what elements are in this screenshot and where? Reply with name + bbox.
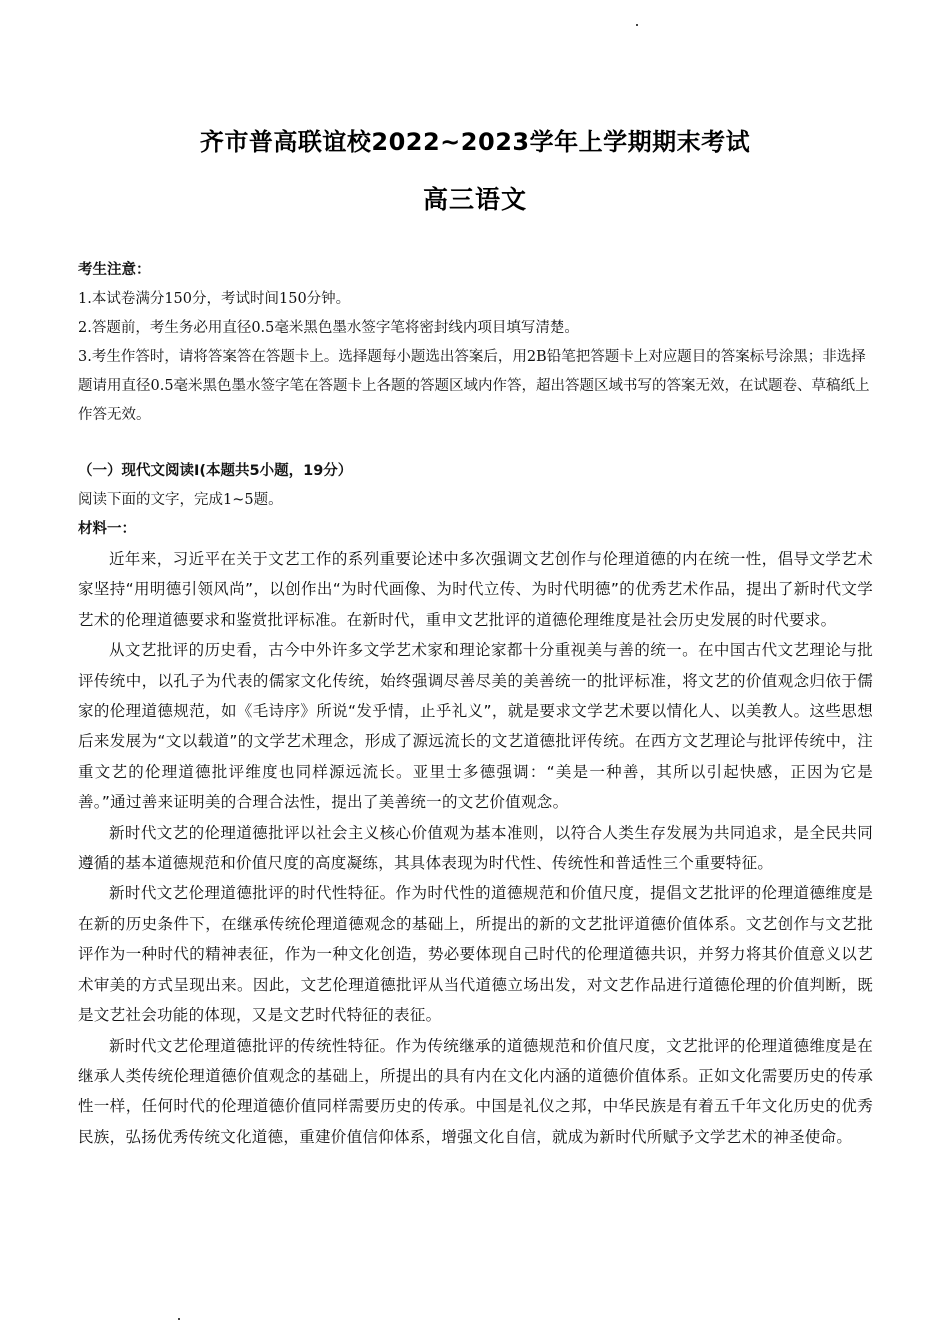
- notice-heading: 考生注意：: [78, 262, 151, 278]
- material-text: [78, 544, 873, 1152]
- notice-item: 1.本试卷满分150分，考试时间150分钟。: [78, 291, 351, 307]
- exam-notice: [78, 256, 878, 430]
- section-instruction: 阅读下面的文字，完成1~5题。: [78, 492, 283, 508]
- exam-subtitle: 高三语文: [422, 185, 527, 214]
- section-title: （一）现代文阅读Ⅰ(本题共5小题，19分）: [78, 463, 353, 479]
- notice-item: 3.考生作答时，请将答案答在答题卡上。选择题每小题选出答案后，用2B铅笔把答题卡上对应题目的答案标号涂黑；非选择题请用直径0.5毫米黑色墨水签字笔在答题卡上各题的答题区域内作答，超出答题区域书写的答案无效，在试题卷、草稿纸上作答无效。: [78, 349, 870, 423]
- reading-section: [78, 457, 873, 1152]
- paragraph: 新时代文艺伦理道德批评的传统性特征。作为传统继承的道德规范和价值尺度，文艺批评的伦理道德维度是在继承人类传统伦理道德价值观念的基础上，所提出的具有内在文化内涵的道德价值体系。正如文化需要历史的传承性一样，任何时代的伦理道德价值同样需要历史的传承。中国是礼仪之邦，中华民族是有着五千年文化历史的优秀民族，弘扬优秀传统文化道德，重建价值信仰体系，增强文化自信，就成为新时代所赋予文学艺术的神圣使命。: [78, 1036, 873, 1146]
- exam-title: 齐市普高联谊校2022~2023学年上学期期末考试: [199, 128, 751, 156]
- paragraph: 新时代文艺的伦理道德批评以社会主义核心价值观为基本准则，以符合人类生存发展为共同追求，是全民共同遵循的基本道德规范和价值尺度的高度凝练，其具体表现为时代性、传统性和普适性三个重要特征。: [78, 823, 873, 873]
- paragraph: 新时代文艺伦理道德批评的时代性特征。作为时代性的道德规范和价值尺度，提倡文艺批评的伦理道德维度是在新的历史条件下，在继承传统伦理道德观念的基础上，所提出的新的文艺批评道德价值体系。文艺创作与文艺批评作为一种时代的精神表征，作为一种文化创造，势必要体现自己时代的伦理道德共识，并努力将其价值意义以艺术审美的方式呈现出来。因此，文艺伦理道德批评从当代道德立场出发，对文艺作品进行道德伦理的价值判断，既是文艺社会功能的体现，又是文艺时代特征的表征。: [78, 884, 873, 1025]
- scan-speck: [178, 1318, 180, 1320]
- material-label: 材料一：: [78, 521, 136, 537]
- notice-item: 2.答题前，考生务必用直径0.5毫米黑色墨水签字笔将密封线内项目填写清楚。: [78, 320, 579, 336]
- scan-speck: [636, 24, 638, 26]
- paragraph: 从文艺批评的历史看，古今中外许多文学艺术家和理论家都十分重视美与善的统一。在中国古代文艺理论与批评传统中，以孔子为代表的儒家文化传统，始终强调尽善尽美的美善统一的批评标准，将文艺的价值观念归依于儒家的伦理道德规范，如《毛诗序》所说“发乎情，止乎礼义”，就是要求文学艺术要以情化人、以美教人。这些思想后来发展为“文以载道”的文学艺术理念，形成了源远流长的文艺道德批评传统。在西方文艺理论与批评传统中，注重文艺的伦理道德批评维度也同样源远流长。亚里士多德强调：“美是一种善，其所以引起快感，正因为它是善。”通过善来证明美的合理合法性，提出了美善统一的文艺价值观念。: [78, 641, 873, 812]
- paragraph: 近年来，习近平在关于文艺工作的系列重要论述中多次强调文艺创作与伦理道德的内在统一性，倡导文学艺术家坚持“用明德引领风尚”，以创作出“为时代画像、为时代立传、为时代明德”的优秀艺术作品，提出了新时代文学艺术的伦理道德要求和鉴赏批评标准。在新时代，重申文艺批评的道德伦理维度是社会历史发展的时代要求。: [78, 550, 873, 629]
